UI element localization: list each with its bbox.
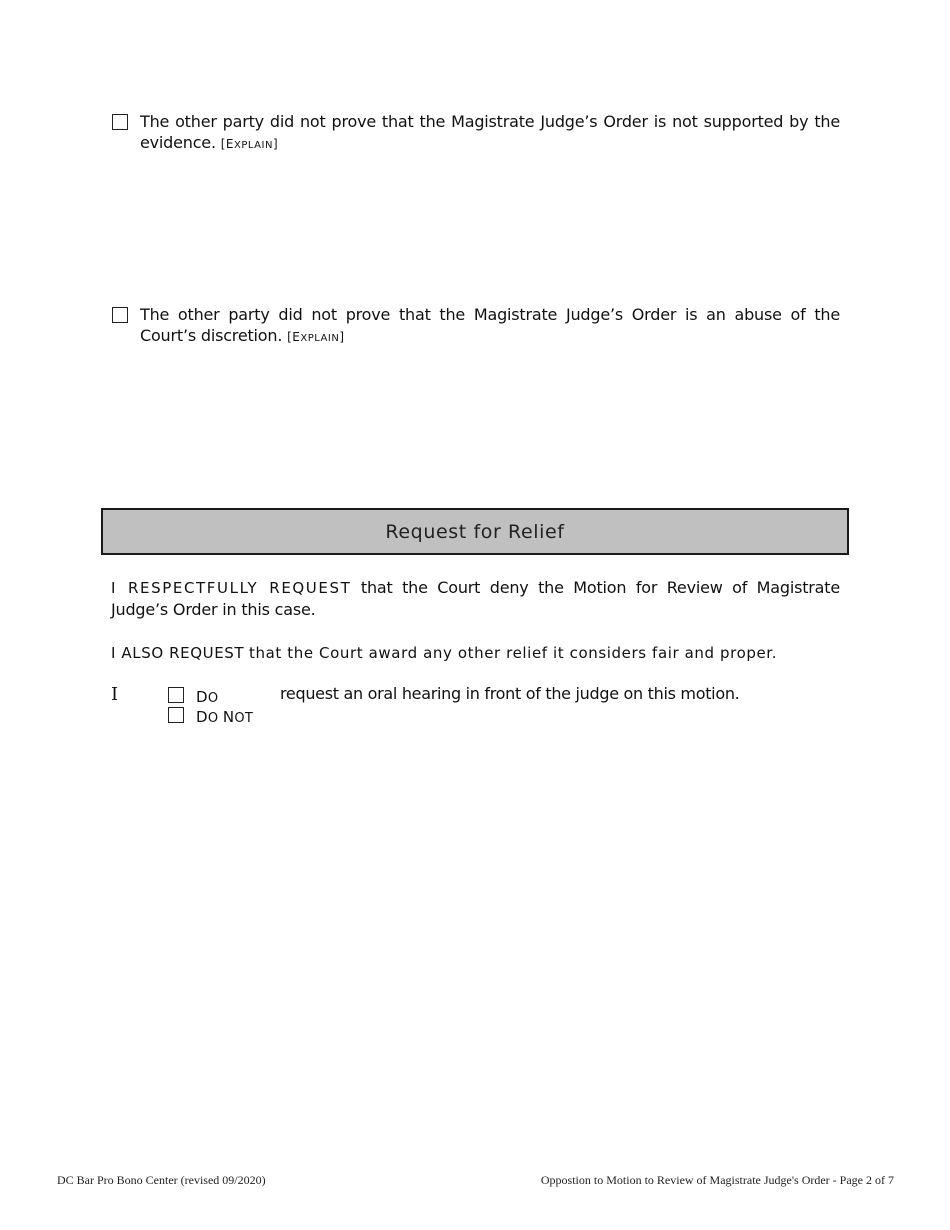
discretion-checkbox[interactable] [112, 307, 128, 323]
evidence-item [140, 111, 840, 156]
evidence-item-text: The other party did not prove that the Magistrate Judge’s Order is not supported by the evidence. [140, 112, 840, 152]
also-request-text: that the Court award any other relief it considers fair and proper. [249, 644, 778, 662]
respectfully-request-lead: I RESPECTFULLY REQUEST [111, 579, 352, 597]
oral-hearing-text: request an oral hearing in front of the judge on this motion. [280, 684, 740, 703]
evidence-checkbox[interactable] [112, 114, 128, 130]
footer-right: Oppostion to Motion to Review of Magistrate Judge's Order - Page 2 of 7 [540, 1173, 894, 1187]
explain-hint: [EXPLAIN] [287, 330, 345, 344]
respectfully-request-paragraph [111, 577, 840, 620]
do-not-label: DO NOT [196, 708, 254, 726]
footer-left: DC Bar Pro Bono Center (revised 09/2020) [57, 1173, 266, 1187]
also-request-paragraph [111, 642, 840, 664]
request-for-relief-banner [101, 508, 849, 555]
pronoun-i: I [111, 684, 119, 705]
section-title: Request for Relief [385, 520, 565, 543]
respectfully-request-text: that the Court deny the Motion for Review of Magistrate Judge’s Order in this case. [111, 578, 841, 619]
discretion-item [140, 304, 840, 349]
explain-hint: [EXPLAIN] [220, 137, 279, 151]
discretion-item-text: The other party did not prove that the Magistrate Judge’s Order is an abuse of the Court’s discretion. [140, 305, 840, 345]
do-label: DO [196, 688, 219, 706]
do-not-checkbox[interactable] [168, 707, 184, 723]
do-checkbox[interactable] [168, 687, 184, 703]
also-request-lead: I ALSO REQUEST [111, 644, 245, 662]
